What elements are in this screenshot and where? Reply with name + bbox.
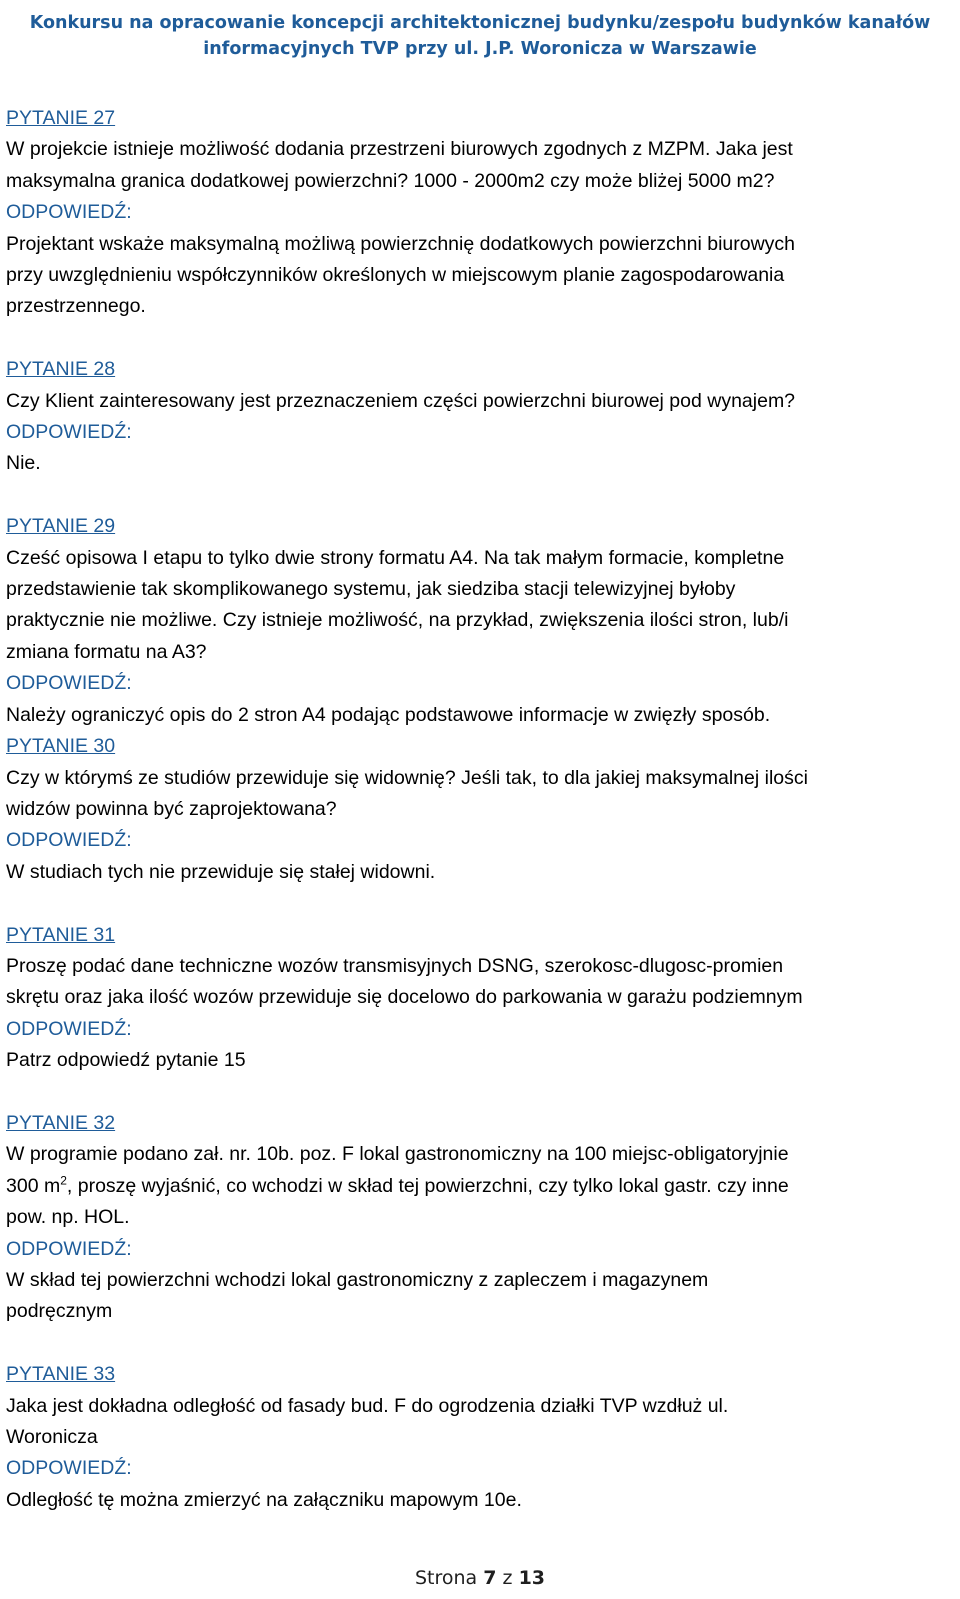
question-title-30: PYTANIE 30 <box>6 735 116 758</box>
answer-31-line-1: Patrz odpowiedź pytanie 15 <box>6 1049 246 1072</box>
document-header <box>0 10 960 62</box>
answer-label-31: ODPOWIEDŹ: <box>6 1017 132 1040</box>
answer-label-29: ODPOWIEDŹ: <box>6 672 132 695</box>
answer-label-30: ODPOWIEDŹ: <box>6 829 132 852</box>
footer-page-number: 7 <box>483 1567 497 1589</box>
question-33-line-2: Woronicza <box>6 1425 98 1448</box>
document-body <box>6 103 956 1516</box>
answer-27-line-1: Projektant wskaże maksymalną możliwą powierzchnię dodatkowych powierzchni biurowych <box>6 232 796 255</box>
question-29-line-3: praktycznie nie możliwe. Czy istnieje możliwość, na przykład, zwiększenia ilości stron, lub/i <box>6 609 789 632</box>
answer-32-line-2: podręcznym <box>6 1300 113 1323</box>
header-line-1: Konkursu na opracowanie koncepcji architektonicznej budynku/zespołu budynków kanałów <box>29 13 931 33</box>
answer-30-line-1: W studiach tych nie przewiduje się stałej widowni. <box>6 860 436 883</box>
answer-27-line-2: przy uwzględnieniu współczynników określonych w miejscowym planie zagospodarowania <box>6 264 785 287</box>
answer-28-line-1: Nie. <box>6 452 41 475</box>
question-title-29: PYTANIE 29 <box>6 515 116 538</box>
question-32-line-2-a: 300 m <box>6 1174 61 1197</box>
question-29-line-2: przedstawienie tak skomplikowanego systemu, jak siedziba stacji telewizyjnej byłoby <box>6 578 736 601</box>
footer-prefix: Strona <box>414 1567 478 1589</box>
question-29-line-4: zmiana formatu na A3? <box>6 640 207 663</box>
question-27-line-1: W projekcie istnieje możliwość dodania przestrzeni biurowych zgodnych z MZPM. Jaka jest <box>6 138 793 161</box>
header-line-2: informacyjnych TVP przy ul. J.P. Woronicza w Warszawie <box>203 39 757 59</box>
question-title-32: PYTANIE 32 <box>6 1111 116 1134</box>
page-footer <box>0 1567 960 1589</box>
question-33-line-1: Jaka jest dokładna odległość od fasady bud. F do ogrodzenia działki TVP wzdłuż ul. <box>6 1394 729 1417</box>
question-28-line-1: Czy Klient zainteresowany jest przeznaczeniem części powierzchni biurowej pod wynajem? <box>6 389 796 412</box>
question-30-line-1: Czy w którymś ze studiów przewiduje się widownię? Jeśli tak, to dla jakiej maksymalnej ilości <box>6 766 808 789</box>
footer-of: z <box>502 1567 513 1589</box>
question-32-line-1: W programie podano zał. nr. 10b. poz. F lokal gastronomiczny na 100 miejsc-obligatoryjnie <box>6 1143 789 1166</box>
question-32-line-2-b: , proszę wyjaśnić, co wchodzi w skład tej powierzchni, czy tylko lokal gastr. czy inne <box>66 1174 789 1197</box>
question-31-line-2: skrętu oraz jaka ilość wozów przewiduje się docelowo do parkowania w garażu podziemnym <box>6 986 803 1009</box>
question-title-33: PYTANIE 33 <box>6 1363 116 1386</box>
question-32-line-2 <box>6 1171 956 1202</box>
question-32-line-3: pow. np. HOL. <box>6 1206 130 1229</box>
question-31-line-1: Proszę podać dane techniczne wozów transmisyjnych DSNG, szerokosc-dlugosc-promien <box>6 954 784 977</box>
answer-label-27: ODPOWIEDŹ: <box>6 201 132 224</box>
answer-27-line-3: przestrzennego. <box>6 295 146 318</box>
question-29-line-1: Cześć opisowa I etapu to tylko dwie strony formatu A4. Na tak małym formacie, kompletne <box>6 546 785 569</box>
question-30-line-2: widzów powinna być zaprojektowana? <box>6 797 337 820</box>
footer-total-pages: 13 <box>518 1567 546 1589</box>
answer-label-28: ODPOWIEDŹ: <box>6 421 132 444</box>
answer-label-33: ODPOWIEDŹ: <box>6 1457 132 1480</box>
question-title-27: PYTANIE 27 <box>6 107 116 129</box>
question-title-31: PYTANIE 31 <box>6 923 116 946</box>
answer-label-32: ODPOWIEDŹ: <box>6 1237 132 1260</box>
answer-32-line-1: W skład tej powierzchni wchodzi lokal gastronomiczny z zapleczem i magazynem <box>6 1268 709 1291</box>
answer-29-line-1: Należy ograniczyć opis do 2 stron A4 podając podstawowe informacje w zwięzły sposób. <box>6 703 771 726</box>
question-title-28: PYTANIE 28 <box>6 358 116 381</box>
answer-33-line-1: Odległość tę można zmierzyć na załączniku mapowym 10e. <box>6 1488 522 1511</box>
question-27-line-2: maksymalna granica dodatkowej powierzchni? 1000 - 2000m2 czy może bliżej 5000 m2? <box>6 169 775 192</box>
superscript-2: 2 <box>60 1173 67 1188</box>
